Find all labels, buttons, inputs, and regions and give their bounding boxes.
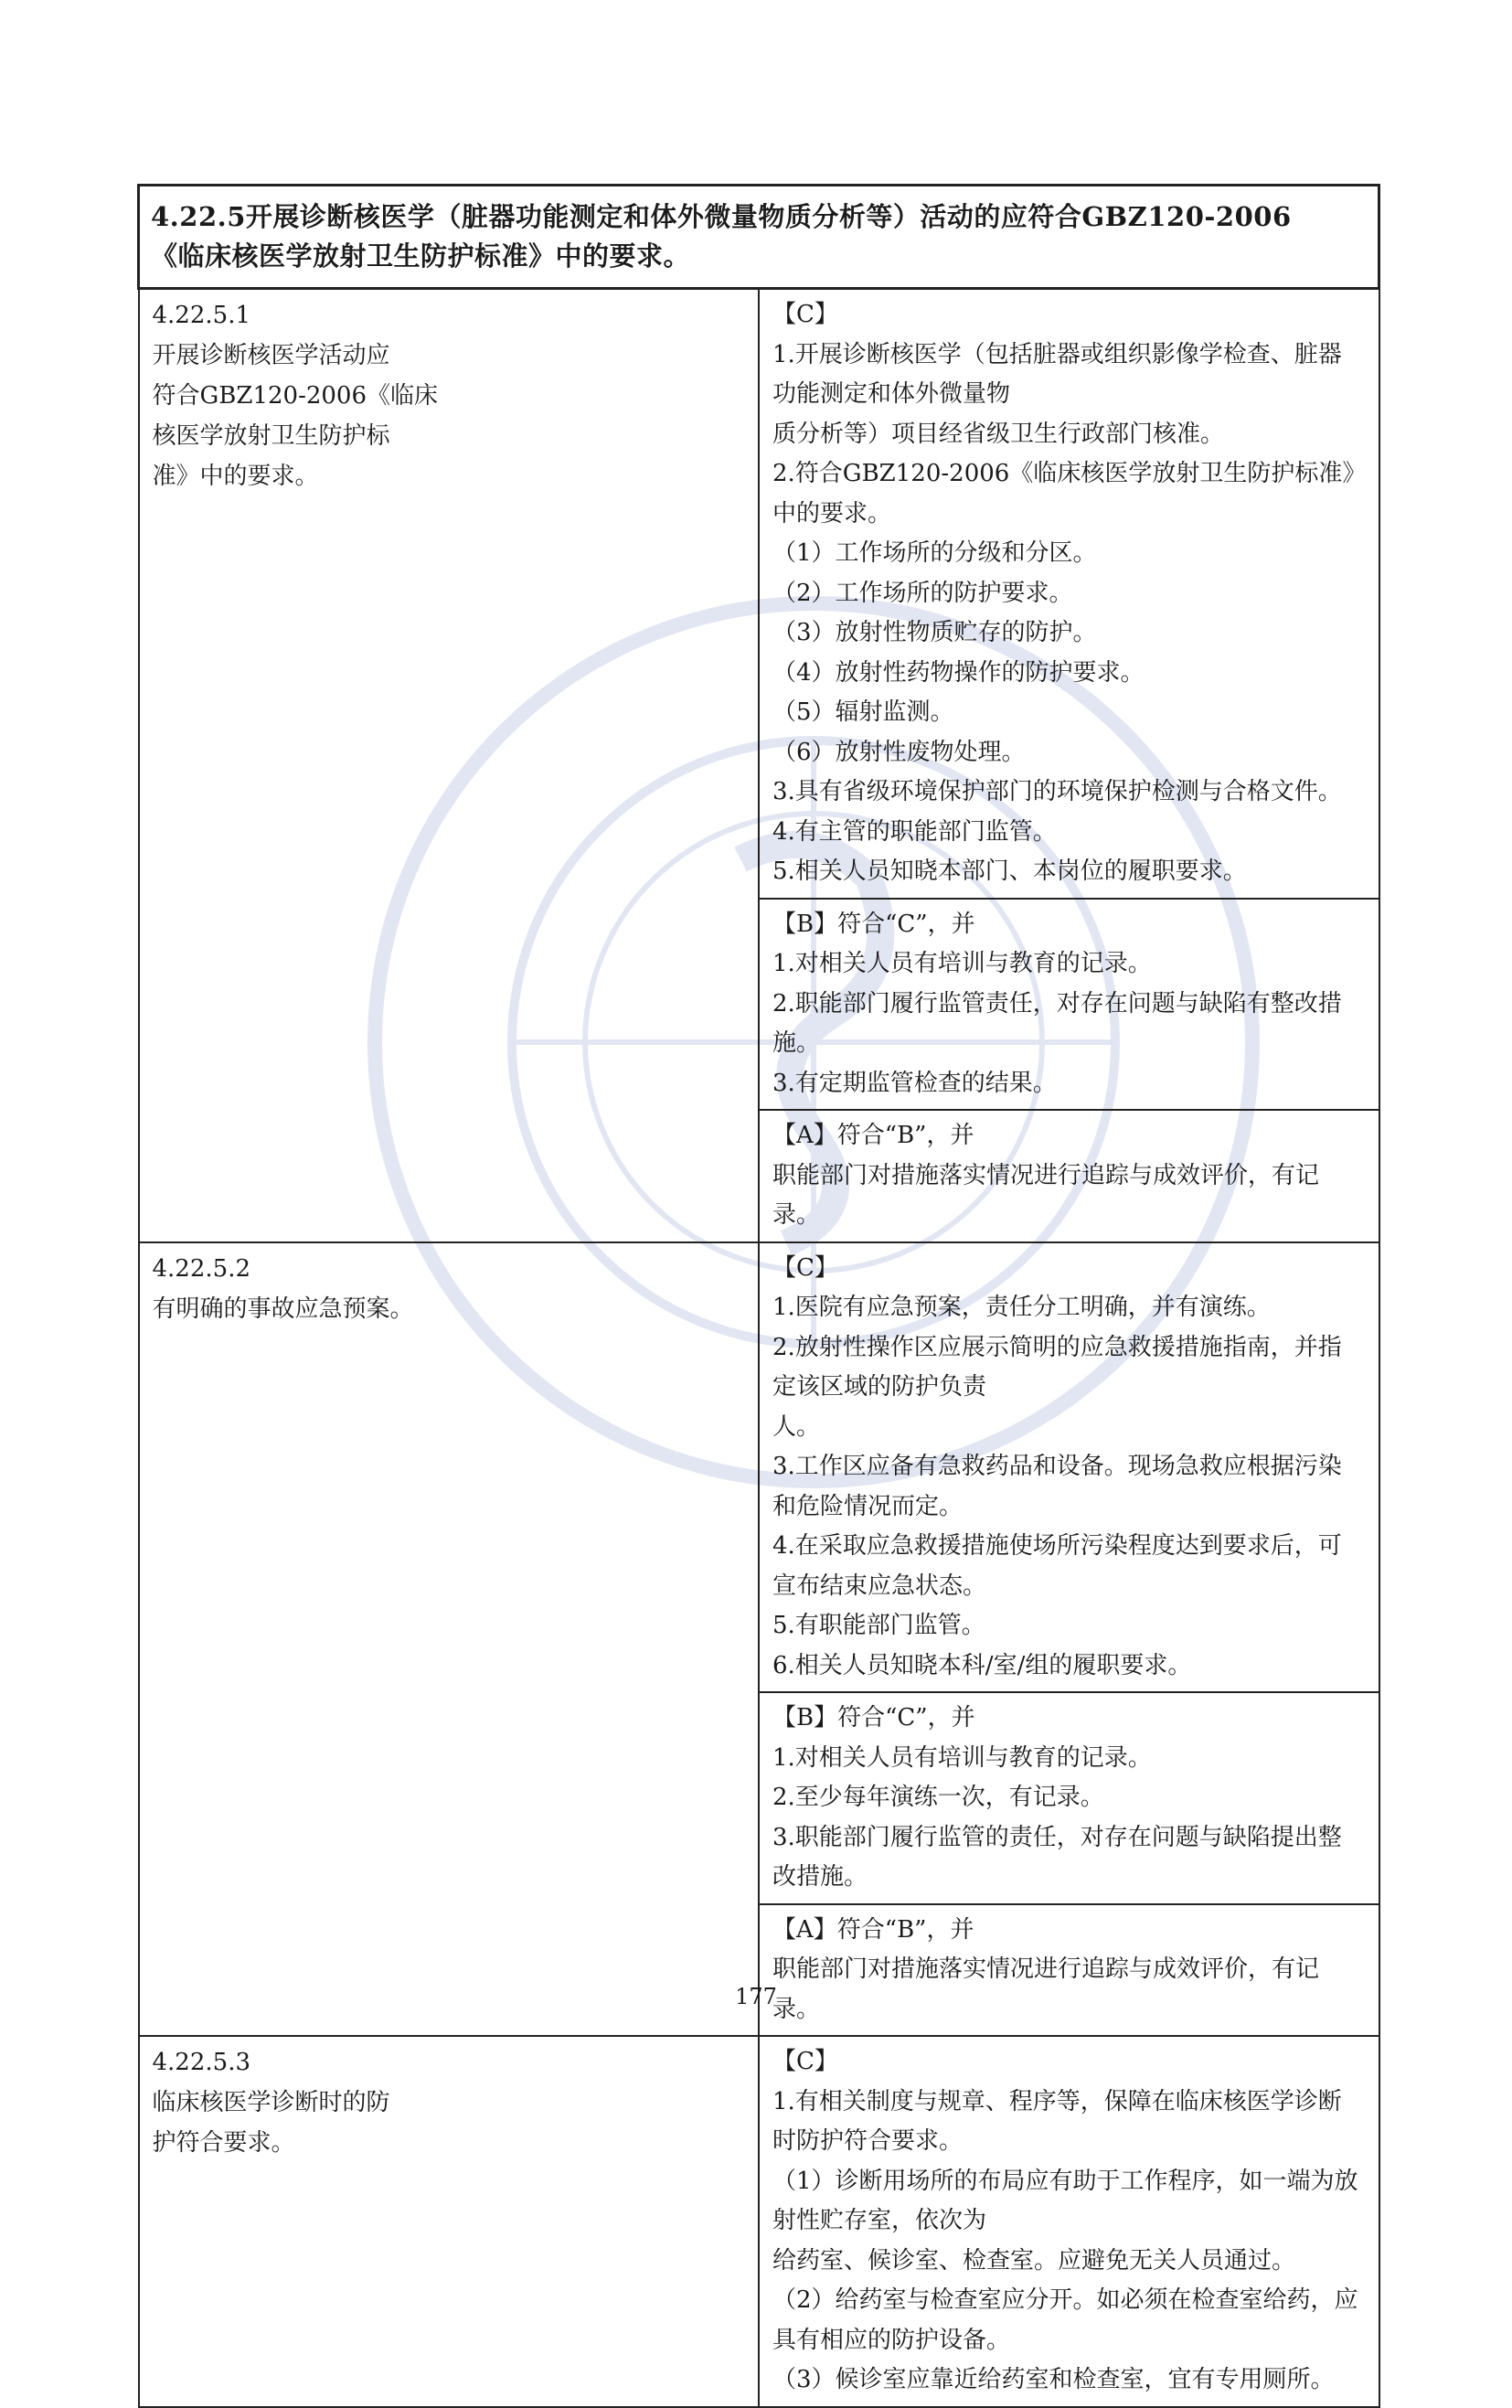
criterion-line: （3）候诊室应靠近给药室和检查室，宜有专用厕所。: [772, 2366, 1335, 2393]
header-line: 4.22.5开展诊断核医学（脏器功能测定和体外微量物质分析等）活动的应符合GBZ120-2006: [151, 201, 1292, 232]
criterion-line: 2.职能部门履行监管责任，对存在问题与缺陷有整改措施。: [772, 989, 1342, 1057]
criterion-line: 3.具有省级环境保护部门的环境保护检测与合格文件。: [772, 778, 1342, 805]
criterion-line: 2.放射性操作区应展示简明的应急救援措施指南，并指定该区域的防护负责: [772, 1333, 1342, 1401]
standards-table: [137, 184, 1380, 2408]
level-heading: 【C】: [772, 2048, 838, 2075]
level-b-cell: [759, 1692, 1379, 1904]
item-title: 准》中的要求。: [152, 463, 319, 490]
criterion-line: （6）放射性废物处理。: [772, 738, 1026, 766]
item-number: 4.22.5.3: [152, 2049, 251, 2076]
item-title: 临床核医学诊断时的防: [152, 2089, 390, 2116]
item-number: 4.22.5.1: [152, 302, 251, 329]
level-a-cell: [759, 1110, 1379, 1242]
criterion-line: 1.对相关人员有培训与教育的记录。: [772, 1743, 1152, 1772]
level-c-cell: [759, 1242, 1379, 1693]
criterion-line: 职能部门对措施落实情况进行追踪与成效评价，有记录。: [772, 1955, 1320, 2023]
level-heading: 【C】: [772, 301, 838, 328]
criterion-line: 5.有职能部门监管。: [772, 1612, 985, 1639]
criterion-line: 人。: [772, 1412, 821, 1441]
criterion-line: 1.对相关人员有培训与教育的记录。: [772, 950, 1152, 977]
criterion-line: 职能部门对措施落实情况进行追踪与成效评价，有记录。: [772, 1161, 1320, 1229]
item-label-cell: [139, 2036, 760, 2407]
criterion-line: （1）工作场所的分级和分区。: [772, 539, 1097, 567]
criterion-line: 2.至少每年演练一次，有记录。: [772, 1784, 1104, 1811]
item-title: 核医学放射卫生防护标: [152, 422, 390, 450]
item-label-cell: [139, 289, 760, 1242]
criterion-line: 3.工作区应备有急救药品和设备。现场急救应根据污染和危险情况而定。: [772, 1453, 1342, 1520]
criterion-line: （5）辐射监测。: [772, 698, 954, 726]
criterion-line: 6.相关人员知晓本科/室/组的履职要求。: [772, 1651, 1192, 1679]
criterion-line: 2.符合GBZ120-2006《临床核医学放射卫生防护标准》中的要求。: [772, 460, 1355, 527]
criterion-line: 3.有定期监管检查的结果。: [772, 1069, 1057, 1097]
criterion-line: 4.在采取应急救援措施使场所污染程度达到要求后，可宣布结束应急状态。: [772, 1532, 1342, 1600]
item-label-cell: [139, 1242, 760, 2037]
item-number: 4.22.5.2: [152, 1254, 251, 1283]
item-title: 有明确的事故应急预案。: [152, 1295, 414, 1323]
item-title: 符合GBZ120-2006《临床: [152, 382, 439, 410]
level-heading: 【B】符合“C”，并: [772, 1704, 975, 1731]
criterion-line: 1.有相关制度与规章、程序等，保障在临床核医学诊断时防护符合要求。: [772, 2087, 1342, 2155]
level-b-cell: [759, 899, 1379, 1111]
level-heading: 【B】符合“C”，并: [772, 910, 975, 938]
level-c-cell: [759, 2036, 1379, 2407]
section-header: [139, 186, 1379, 289]
criterion-line: 给药室、候诊室、检查室。应避免无关人员通过。: [772, 2246, 1296, 2275]
item-title: 护符合要求。: [152, 2129, 295, 2157]
header-line: 《临床核医学放射卫生防护标准》中的要求。: [151, 240, 691, 272]
criterion-line: （2）工作场所的防护要求。: [772, 579, 1073, 607]
criterion-line: 4.有主管的职能部门监管。: [772, 817, 1057, 846]
level-c-cell: [759, 289, 1379, 899]
criterion-line: 1.医院有应急预案，责任分工明确，并有演练。: [772, 1294, 1271, 1321]
criterion-line: 3.职能部门履行监管的责任，对存在问题与缺陷提出整改措施。: [772, 1823, 1342, 1891]
item-title: 开展诊断核医学活动应: [152, 342, 390, 369]
criterion-line: （1）诊断用场所的布局应有助于工作程序，如一端为放射性贮存室，依次为: [772, 2167, 1358, 2234]
criterion-line: 1.开展诊断核医学（包括脏器或组织影像学检查、脏器功能测定和体外微量物: [772, 340, 1342, 408]
criterion-line: 质分析等）项目经省级卫生行政部门核准。: [772, 420, 1225, 448]
level-a-cell: [759, 1904, 1379, 2037]
criterion-line: 5.相关人员知晓本部门、本岗位的履职要求。: [772, 858, 1247, 885]
level-heading: 【A】符合“B”，并: [772, 1915, 974, 1944]
page-number: 177: [735, 1984, 777, 2009]
criterion-line: （4）放射性药物操作的防护要求。: [772, 658, 1145, 687]
level-heading: 【C】: [772, 1253, 838, 1282]
criterion-line: （3）放射性物质贮存的防护。: [772, 619, 1097, 646]
level-heading: 【A】符合“B”，并: [772, 1122, 974, 1149]
criterion-line: （2）给药室与检查室应分开。如必须在检查室给药，应具有相应的防护设备。: [772, 2286, 1358, 2354]
